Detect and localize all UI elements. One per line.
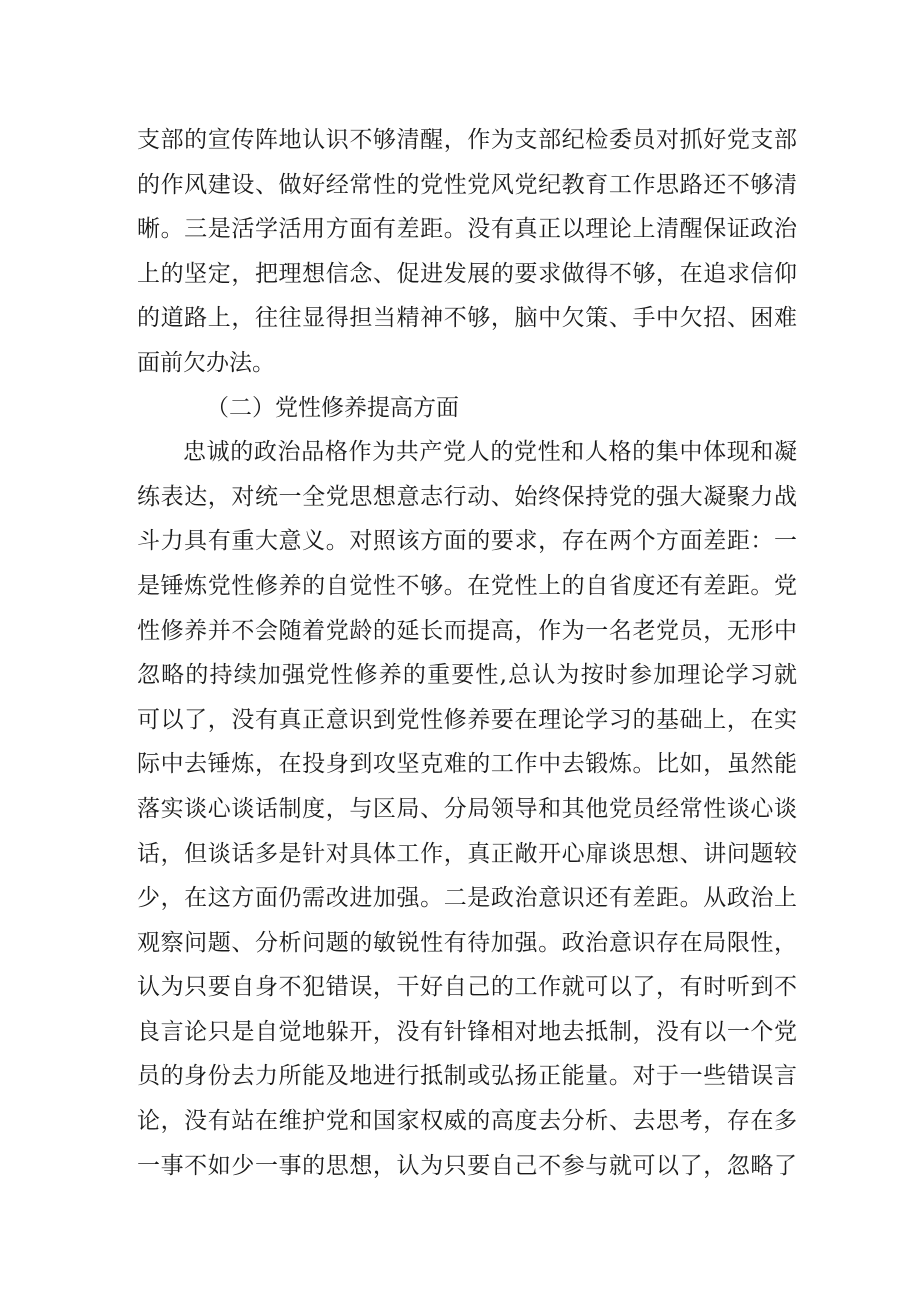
text-line: 的道路上，往往显得担当精神不够，脑中欠策、手中欠招、困难 (137, 305, 797, 332)
text-line: 际中去锤炼，在投身到攻坚克难的工作中去锻炼。比如，虽然能 (137, 751, 797, 778)
text-line: 上的坚定，把理想信念、促进发展的要求做得不够，在追求信仰 (137, 260, 797, 287)
text-line: 的作风建设、做好经常性的党性党风党纪教育工作思路还不够清 (137, 171, 797, 198)
text-line: 员的身份去力所能及地进行抵制或弘扬正能量。对于一些错误言 (137, 1063, 797, 1090)
text-line: 良言论只是自觉地躲开，没有针锋相对地去抵制，没有以一个党 (137, 1018, 797, 1045)
text-line: 斗力具有重大意义。对照该方面的要求，存在两个方面差距：一 (137, 528, 797, 555)
text-line: 可以了，没有真正意识到党性修养要在理论学习的基础上，在实 (137, 706, 797, 733)
text-line: 认为只要自身不犯错误，干好自己的工作就可以了，有时听到不 (137, 974, 797, 1001)
text-line: 一事不如少一事的思想，认为只要自己不参与就可以了，忽略了 (137, 1152, 797, 1179)
text-line: 话，但谈话多是针对具体工作，真正敞开心扉谈思想、讲问题较 (137, 840, 797, 867)
text-line: 晰。三是活学活用方面有差距。没有真正以理论上清醒保证政治 (137, 216, 797, 243)
text-line: 观察问题、分析问题的敏锐性有待加强。政治意识存在局限性， (137, 929, 797, 956)
text-line: 论，没有站在维护党和国家权威的高度去分析、去思考，存在多 (137, 1108, 797, 1135)
section-heading: （二）党性修养提高方面 (206, 394, 459, 421)
text-line: 落实谈心谈话制度，与区局、分局领导和其他党员经常性谈心谈 (137, 795, 797, 822)
text-line: 支部的宣传阵地认识不够清醒，作为支部纪检委员对抓好党支部 (137, 127, 797, 153)
text-line: 是锤炼党性修养的自觉性不够。在党性上的自省度还有差距。党 (137, 572, 797, 599)
text-line: 性修养并不会随着党龄的延长而提高，作为一名老党员，无形中 (137, 617, 797, 644)
body-text (137, 118, 797, 1188)
text-line: 少，在这方面仍需改进加强。二是政治意识还有差距。从政治上 (137, 885, 797, 912)
text-line: 面前欠办法。 (137, 349, 275, 376)
text-line: 忠诚的政治品格作为共产党人的党性和人格的集中体现和凝 (183, 439, 797, 466)
text-line: 忽略的持续加强党性修养的重要性,总认为按时参加理论学习就 (137, 662, 797, 689)
text-line: 练表达，对统一全党思想意志行动、始终保持党的强大凝聚力战 (137, 483, 797, 510)
